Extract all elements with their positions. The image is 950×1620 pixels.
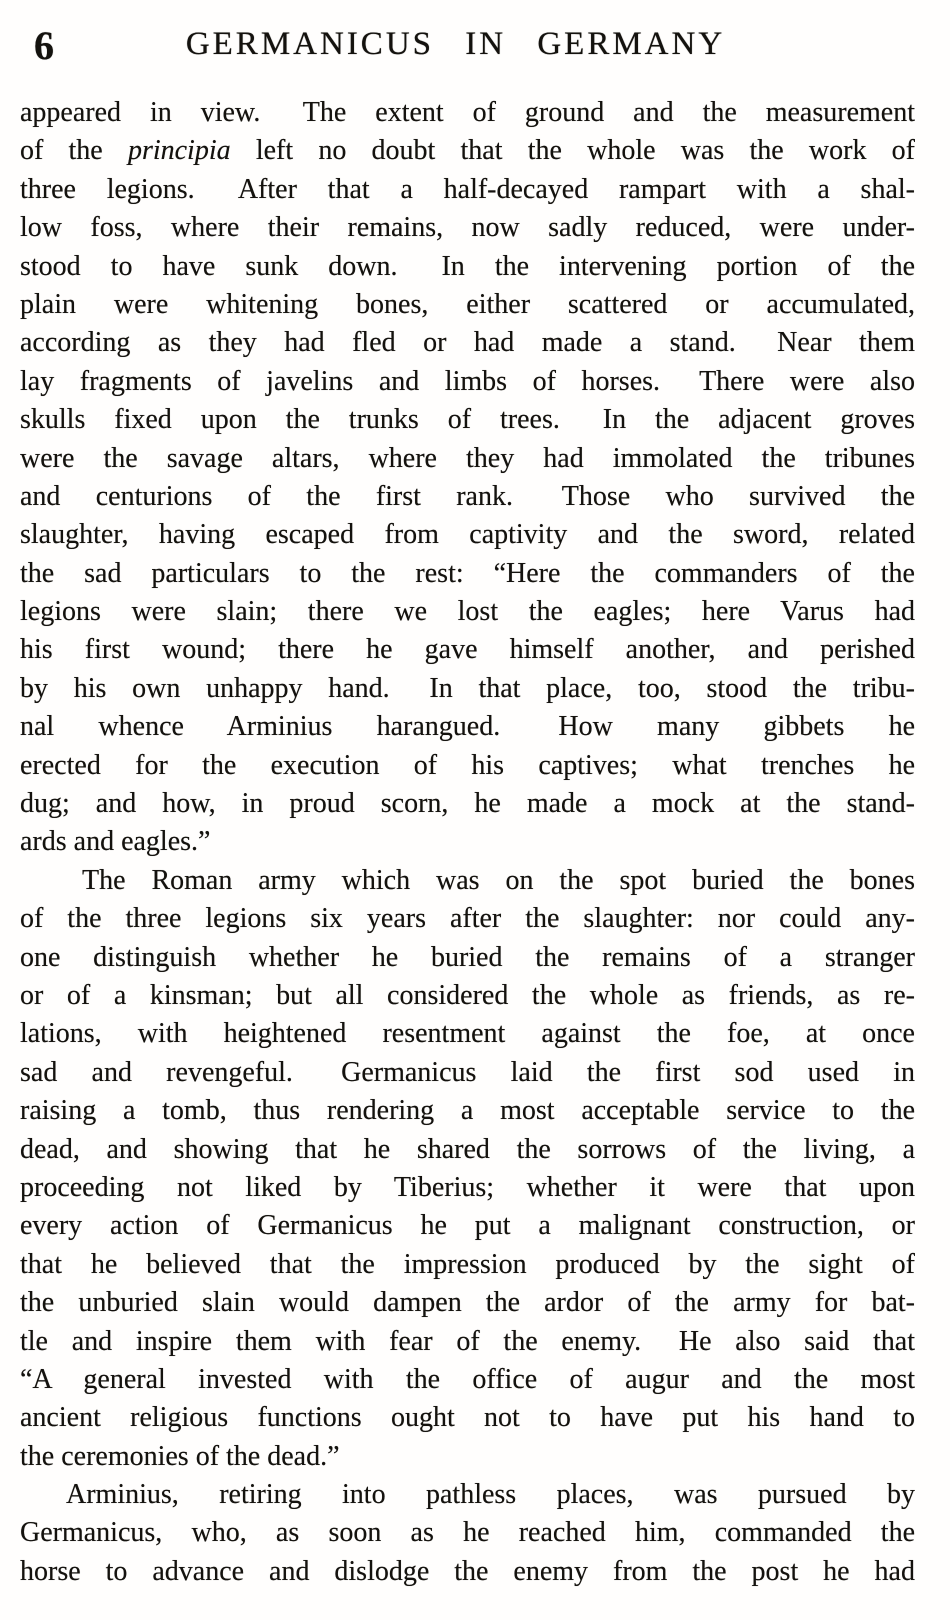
text-line: tle and inspire them with fear of the enemy. He also said that (20, 1325, 915, 1357)
text-line: stood to have sunk down. In the intervening portion of the (20, 250, 915, 282)
text-line: of the principia left no doubt that the whole was the work of (20, 135, 915, 167)
text-line: Germanicus, who, as soon as he reached him, commanded the (20, 1517, 915, 1549)
text-line: three legions. After that a half-decayed rampart with a shal- (20, 173, 915, 205)
text-line: slaughter, having escaped from captivity and the sword, related (20, 519, 915, 551)
text-line: by his own unhappy hand. In that place, too, stood the tribu- (20, 672, 915, 704)
running-header-title: GERMANICUS IN GERMANY (185, 26, 726, 62)
text-line: every action of Germanicus he put a malignant construction, or (20, 1210, 915, 1242)
text-line: were the savage altars, where they had immolated the tribunes (20, 442, 915, 474)
text-line: his first wound; there he gave himself another, and perished (20, 634, 915, 666)
text-line: raising a tomb, thus rendering a most acceptable service to the (20, 1095, 915, 1127)
page-number: 6 (34, 23, 54, 68)
text-line: Arminius, retiring into pathless places, was pursued by (66, 1479, 915, 1511)
text-line: that he believed that the impression produced by the sight of (20, 1248, 915, 1280)
text-line: the ceremonies of the dead.” (20, 1440, 340, 1472)
paragraph (20, 94, 915, 862)
text-line: ards and eagles.” (20, 826, 211, 858)
text-line: erected for the execution of his captives; what trenches he (20, 749, 915, 781)
text-line: proceeding not liked by Tiberius; whether it were that upon (20, 1171, 915, 1203)
text-line: skulls fixed upon the trunks of trees. In the adjacent groves (20, 404, 915, 436)
text-line: low foss, where their remains, now sadly reduced, were under- (20, 212, 915, 244)
paragraph (20, 1476, 915, 1591)
text-line: nal whence Arminius harangued. How many gibbets he (20, 711, 915, 743)
text-line: ancient religious functions ought not to have put his hand to (20, 1402, 915, 1434)
text-line: of the three legions six years after the slaughter: nor could any- (20, 903, 915, 935)
text-line: horse to advance and dislodge the enemy from the post he had (20, 1555, 915, 1587)
page-text-body (20, 94, 915, 1591)
text-line: according as they had fled or had made a stand. Near them (20, 327, 915, 359)
text-line: dead, and showing that he shared the sorrows of the living, a (20, 1133, 915, 1165)
text-line: appeared in view. The extent of ground and the measurement (20, 97, 915, 128)
text-line: or of a kinsman; but all considered the whole as friends, as re- (20, 979, 915, 1011)
text-line: dug; and how, in proud scorn, he made a mock at the stand- (20, 788, 915, 820)
text-line: the unburied slain would dampen the ardor of the army for bat- (20, 1287, 915, 1319)
text-line: plain were whitening bones, either scattered or accumulated, (20, 288, 915, 320)
text-line: and centurions of the first rank. Those who survived the (20, 480, 915, 512)
text-line: sad and revengeful. Germanicus laid the first sod used in (20, 1056, 915, 1088)
running-header (20, 20, 915, 72)
text-line: one distinguish whether he buried the remains of a stranger (20, 941, 915, 973)
text-line: The Roman army which was on the spot buried the bones (82, 864, 915, 896)
text-line: lay fragments of javelins and limbs of horses. There were also (20, 365, 915, 397)
text-line: the sad particulars to the rest: “Here the commanders of the (20, 557, 915, 589)
text-line: “A general invested with the office of augur and the most (20, 1363, 915, 1395)
text-line: legions were slain; there we lost the eagles; here Varus had (20, 596, 915, 628)
text-line: lations, with heightened resentment against the foe, at once (20, 1018, 915, 1050)
paragraph (20, 862, 915, 1476)
